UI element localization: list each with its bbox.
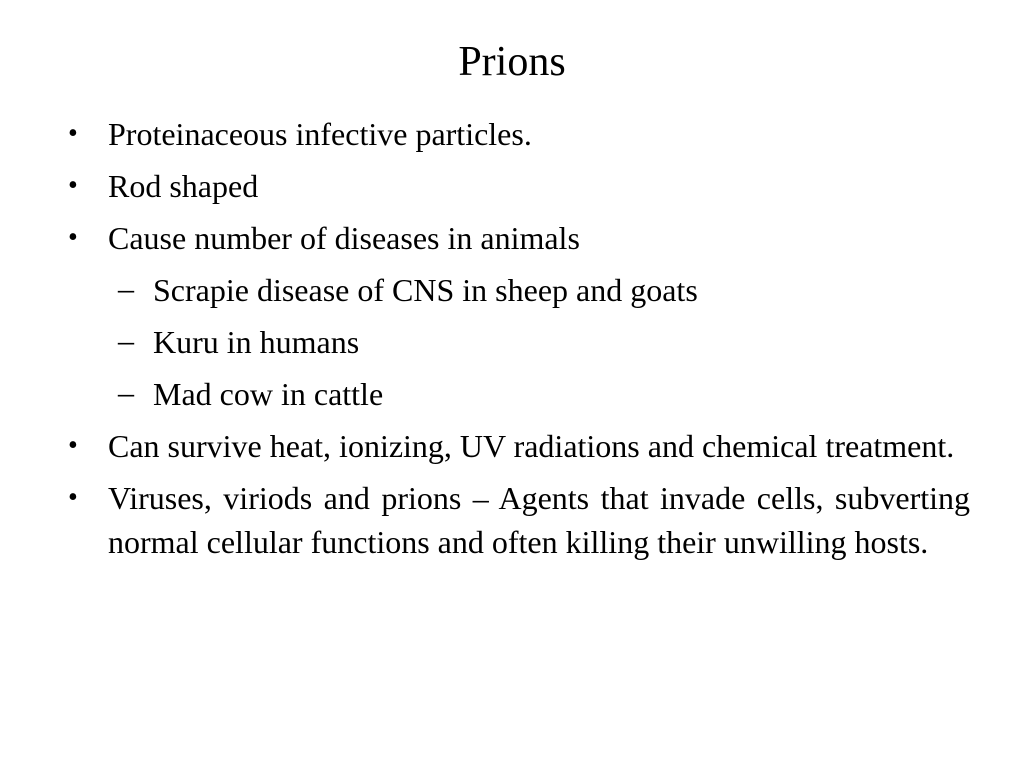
bullet-item [68,112,970,156]
sub-bullet-symbol: – [118,322,134,358]
sub-bullet-symbol: – [118,270,134,306]
sub-bullet-item [68,268,970,312]
sub-bullet-item [68,320,970,364]
bullet-item [68,164,970,208]
bullet-symbol: • [68,222,78,253]
bullet-symbol: • [68,170,78,201]
bullet-item [68,424,970,468]
sub-bullet-text: Scrapie disease of CNS in sheep and goats [153,272,698,308]
bullet-item [68,476,970,564]
bullet-symbol: • [68,430,78,461]
sub-bullet-symbol: – [118,374,134,410]
bullet-text: Cause number of diseases in animals [108,220,580,256]
sub-bullet-text: Mad cow in cattle [153,376,384,412]
sub-bullet-item [68,372,970,416]
bullet-text: Viruses, viriods and prions – Agents that invade cells, subverting normal cellular functions and often killing their unwilling hosts. [108,480,970,560]
bullet-list [68,112,970,572]
bullet-symbol: • [68,482,78,513]
slide-title: Prions [458,39,566,85]
bullet-text: Can survive heat, ionizing, UV radiations and chemical treatment. [108,428,955,464]
bullet-item [68,216,970,260]
bullet-symbol: • [68,118,78,149]
bullet-text: Rod shaped [108,168,259,204]
bullet-text: Proteinaceous infective particles. [108,116,532,152]
sub-bullet-text: Kuru in humans [153,324,360,360]
